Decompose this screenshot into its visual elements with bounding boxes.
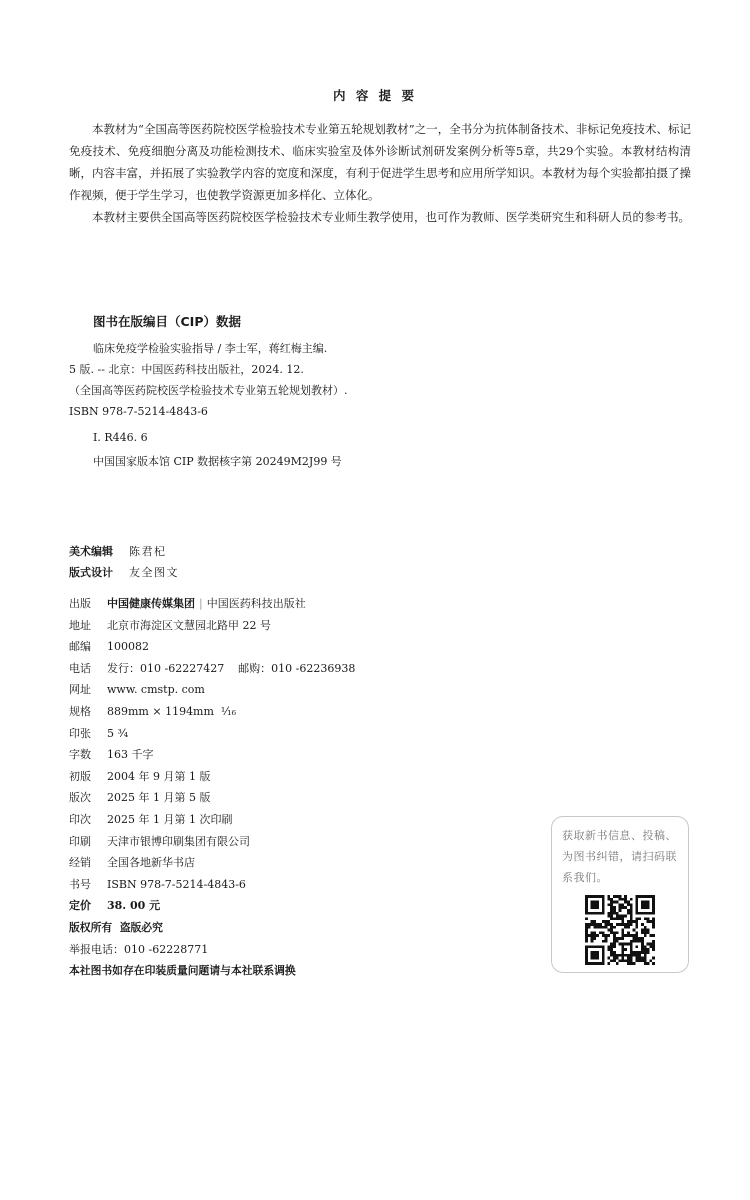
pub-value: 889mm × 1194mm ¹⁄₁₆ [107,704,236,718]
pub-value: 天津市银博印刷集团有限公司 [107,834,250,848]
pub-label: 经销 [69,856,91,870]
quality-notice: 本社图书如存在印装质量问题请与本社联系调换 [69,964,296,978]
cip-classification: Ⅰ. R446. 6 [93,431,148,444]
pub-row-isbn [69,874,539,896]
pub-label: 规格 [69,704,91,718]
qr-contact-box [551,816,689,973]
pub-value: 100082 [107,640,149,654]
pub-value: 发行：010 -62227427 邮购：010 -62236938 [107,661,356,675]
staff-row-layout-design [69,562,179,583]
pub-row-format [69,701,539,723]
pub-row-first-edition [69,766,539,788]
cip-line-edition: 5 版. -- 北京：中国医药科技出版社，2024. 12. [69,363,304,376]
pub-label: 印刷 [69,834,91,848]
qr-code-icon[interactable] [585,895,655,965]
pub-label: 印次 [69,812,91,826]
cip-record-number: 中国国家版本馆 CIP 数据核字第 20249M2J99 号 [93,455,342,468]
cip-line-title: 临床免疫学检验实验指导 / 李士军，蒋红梅主编. [93,342,328,355]
pub-label: 初版 [69,769,91,783]
staff-credits [69,541,179,583]
pub-value: 2004 年 9 月第 1 版 [107,769,211,783]
pub-label: 邮编 [69,640,91,654]
pub-row-impression [69,809,539,831]
pub-value: 2025 年 1 月第 1 次印刷 [107,812,233,826]
summary-paragraph-1: 本教材为“全国高等医药院校医学检验技术专业第五轮规划教材”之一，全书分为抗体制备技术、非标记免疫技术、标记免疫技术、免疫细胞分离及功能检测技术、临床实验室及体外诊断试剂研发案例分析等5章，共29个实验。本教材结构清晰，内容丰富，并拓展了实验教学内容的宽度和深度，有利于促进学生思考和应用所学知识。本教材为每个实验都拍摄了操作视频，便于学生学习，也使教学资源更加多样化、立体化。 [69,122,691,202]
pub-separator: | [199,597,203,610]
publication-info [69,593,539,982]
pub-label: 网址 [69,683,91,697]
summary-body [69,118,691,228]
pub-value: 全国各地新华书店 [107,856,195,870]
staff-value: 陈君杞 [129,545,167,558]
staff-label: 美术编辑 [69,545,113,558]
pub-row-printer [69,831,539,853]
pub-label: 电话 [69,661,91,675]
staff-row-art-editor [69,541,179,562]
pub-value: 38. 00 元 [107,899,161,913]
pub-label: 定价 [69,899,91,913]
pub-label: 地址 [69,618,91,632]
pub-value: 2025 年 1 月第 5 版 [107,791,211,805]
pub-row-postcode [69,636,539,658]
staff-label: 版式设计 [69,566,113,579]
cip-title: 图书在版编目（CIP）数据 [93,314,241,329]
pub-value: 中国健康传媒集团 [107,597,195,610]
pub-row-address [69,615,539,637]
cip-line-series: （全国高等医药院校医学检验技术专业第五轮规划教材）. [69,384,348,397]
pub-row-phone [69,658,539,680]
pub-value: 5 ³⁄₄ [107,726,129,740]
pub-value-secondary: 中国医药科技出版社 [206,597,306,610]
pub-row-sheets [69,723,539,745]
report-hotline: 举报电话：010 -62228771 [69,942,209,956]
pub-value: www. cmstp. com [107,683,205,697]
pub-row-publisher [69,593,539,615]
pub-label: 出版 [69,597,91,610]
pub-row-price [69,895,539,917]
pub-value: 163 千字 [107,748,154,762]
pub-value: 北京市海淀区文慧园北路甲 22 号 [107,618,271,632]
pub-label: 版次 [69,791,91,805]
staff-value: 友全图文 [129,566,179,579]
pub-row-edition [69,787,539,809]
cip-data [69,338,689,472]
cip-line-isbn: ISBN 978-7-5214-4843-6 [69,405,208,418]
summary-paragraph-2: 本教材主要供全国高等医药院校医学检验技术专业师生教学使用，也可作为教师、医学类研究生和科研人员的参考书。 [92,210,690,224]
pub-row-distributor [69,852,539,874]
pub-label: 字数 [69,748,91,762]
pub-label: 印张 [69,726,91,740]
pub-label: 书号 [69,877,91,891]
qr-contact-text: 获取新书信息、投稿、为图书纠错，请扫码联系我们。 [562,829,677,884]
summary-title: 内 容 提 要 [332,88,418,103]
pub-value: ISBN 978-7-5214-4843-6 [107,877,246,891]
copyright-notice: 版权所有 盗版必究 [69,920,163,934]
pub-row-website [69,679,539,701]
pub-row-word-count [69,744,539,766]
